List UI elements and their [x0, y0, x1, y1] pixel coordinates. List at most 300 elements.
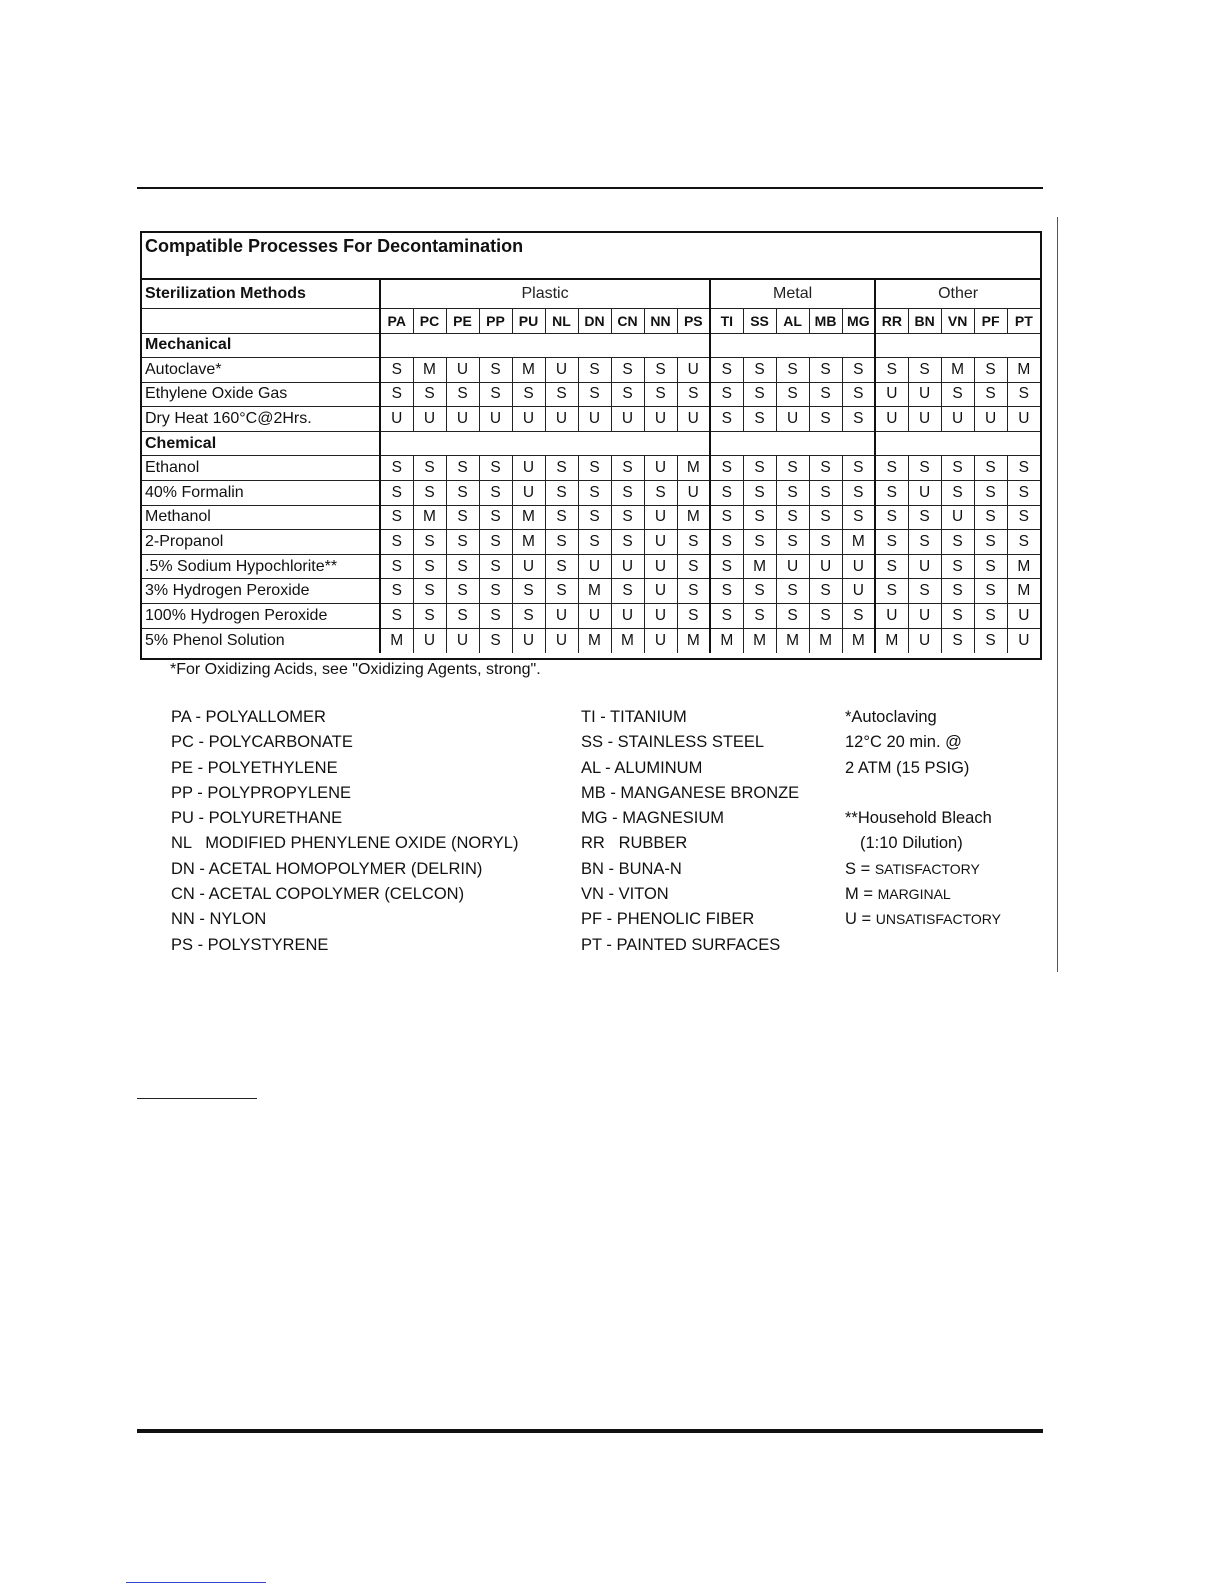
rating-cell: S — [578, 358, 611, 383]
rating-cell: U — [1007, 604, 1040, 629]
rating-cell: S — [875, 456, 908, 481]
rating-cell: S — [380, 530, 413, 555]
rating-cell: M — [1007, 554, 1040, 579]
rating-cell: S — [611, 481, 644, 506]
section-header-mechanical: Mechanical — [142, 333, 380, 358]
rating-cell: S — [809, 579, 842, 604]
autoclaving-note-line2: 2 ATM (15 PSIG) — [845, 758, 970, 777]
rating-cell: S — [380, 358, 413, 383]
rating-cell: M — [512, 505, 545, 530]
rating-cell: U — [941, 407, 974, 432]
plastic-legend-item: NL MODIFIED PHENYLENE OXIDE (NORYL) — [171, 834, 519, 853]
rating-cell: S — [710, 505, 743, 530]
rating-cell: S — [842, 358, 875, 383]
group-header-other: Other — [875, 280, 1040, 308]
metal-other-legend-item: PT - PAINTED SURFACES — [581, 935, 781, 954]
rating-cell: M — [1007, 358, 1040, 383]
rating-cell: U — [908, 407, 941, 432]
rating-cell: S — [380, 505, 413, 530]
rating-cell: U — [413, 407, 446, 432]
rating-cell: S — [545, 530, 578, 555]
footer-link-underline — [126, 1582, 266, 1583]
rating-cell: S — [1007, 481, 1040, 506]
rating-cell: S — [479, 628, 512, 653]
rating-cell: S — [710, 579, 743, 604]
rating-cell: S — [710, 407, 743, 432]
table-row — [142, 407, 1040, 432]
rating-cell: S — [644, 382, 677, 407]
table-row — [142, 628, 1040, 653]
rating-cell: S — [875, 358, 908, 383]
rating-cell: U — [512, 628, 545, 653]
row-label: Dry Heat 160°C@2Hrs. — [142, 407, 380, 432]
rating-cell: S — [776, 604, 809, 629]
rating-cell: S — [380, 481, 413, 506]
rating-cell: U — [875, 407, 908, 432]
column-header-mg: MG — [842, 308, 875, 333]
rating-cell: S — [479, 456, 512, 481]
row-label: 100% Hydrogen Peroxide — [142, 604, 380, 629]
rating-cell: S — [545, 456, 578, 481]
rating-cell: M — [677, 456, 710, 481]
bleach-note-line: (1:10 Dilution) — [860, 834, 963, 853]
rating-cell: S — [578, 481, 611, 506]
column-header-nl: NL — [545, 308, 578, 333]
rating-cell: S — [611, 530, 644, 555]
rating-cell: M — [512, 358, 545, 383]
table-footnote: *For Oxidizing Acids, see "Oxidizing Agents, strong". — [170, 661, 541, 678]
rating-cell: M — [512, 530, 545, 555]
row-label: .5% Sodium Hypochlorite** — [142, 554, 380, 579]
row-label: 3% Hydrogen Peroxide — [142, 579, 380, 604]
rating-cell: S — [446, 505, 479, 530]
rating-cell: U — [941, 505, 974, 530]
section-blank-cell — [710, 333, 875, 358]
rating-cell: U — [644, 628, 677, 653]
rating-cell: S — [677, 604, 710, 629]
column-header-pu: PU — [512, 308, 545, 333]
table-row — [142, 505, 1040, 530]
rating-cell: U — [644, 407, 677, 432]
column-header-pt: PT — [1007, 308, 1040, 333]
rating-cell: S — [809, 456, 842, 481]
section-header-chemical: Chemical — [142, 431, 380, 456]
rating-cell: M — [413, 505, 446, 530]
rating-cell: S — [743, 456, 776, 481]
rating-cell: U — [446, 358, 479, 383]
rating-cell: M — [809, 628, 842, 653]
rating-cell: S — [446, 382, 479, 407]
rating-cell: S — [644, 358, 677, 383]
rating-cell: S — [974, 579, 1007, 604]
rating-cell: S — [743, 407, 776, 432]
rating-cell: S — [611, 358, 644, 383]
metal-other-legend-item: MB - MANGANESE BRONZE — [581, 783, 800, 802]
rating-cell: U — [413, 628, 446, 653]
rating-cell: S — [710, 456, 743, 481]
table-title-row — [142, 233, 1040, 280]
table-title: Compatible Processes For Decontamination — [145, 236, 524, 256]
rating-cell: S — [776, 358, 809, 383]
table-row — [142, 358, 1040, 383]
rating-cell: S — [413, 382, 446, 407]
rating-cell: U — [578, 407, 611, 432]
rating-cell: S — [974, 604, 1007, 629]
plastic-legend-item: PC - POLYCARBONATE — [171, 733, 353, 752]
rating-cell: S — [1007, 530, 1040, 555]
rating-cell: U — [908, 628, 941, 653]
rating-cell: S — [974, 554, 1007, 579]
section-blank-cell — [380, 333, 710, 358]
rating-cell: U — [809, 554, 842, 579]
plastic-legend-item: CN - ACETAL COPOLYMER (CELCON) — [171, 885, 465, 904]
rating-cell: S — [743, 382, 776, 407]
plastic-legend-item: NN - NYLON — [171, 910, 267, 929]
row-label: 5% Phenol Solution — [142, 628, 380, 653]
column-header-bn: BN — [908, 308, 941, 333]
rating-cell: S — [908, 579, 941, 604]
rating-cell: S — [941, 579, 974, 604]
key-unsatisfactory: U = UNSATISFACTORY — [845, 910, 1001, 929]
rating-cell: S — [446, 604, 479, 629]
rating-cell: U — [545, 604, 578, 629]
plastic-legend-item: PU - POLYURETHANE — [171, 809, 343, 828]
rating-cell: U — [908, 604, 941, 629]
row-label: 40% Formalin — [142, 481, 380, 506]
rating-cell: S — [743, 579, 776, 604]
rating-cell: U — [578, 554, 611, 579]
section-blank-cell — [875, 431, 1040, 456]
rating-cell: U — [644, 530, 677, 555]
rating-cell: S — [545, 505, 578, 530]
rating-cell: S — [611, 382, 644, 407]
rating-cell: S — [974, 505, 1007, 530]
metal-other-legend-item: SS - STAINLESS STEEL — [581, 733, 765, 752]
rating-cell: S — [710, 604, 743, 629]
rating-cell: S — [479, 530, 512, 555]
bottom-rule — [137, 1429, 1043, 1433]
bleach-note-title: **Household Bleach — [845, 809, 992, 828]
rating-cell: S — [941, 554, 974, 579]
table-row — [142, 579, 1040, 604]
rating-cell: S — [974, 358, 1007, 383]
rating-cell: S — [611, 456, 644, 481]
column-header-pc: PC — [413, 308, 446, 333]
rating-cell: M — [743, 554, 776, 579]
rating-cell: S — [512, 604, 545, 629]
rating-cell: S — [710, 382, 743, 407]
row-label: Methanol — [142, 505, 380, 530]
rating-cell: M — [842, 530, 875, 555]
rating-cell: S — [578, 382, 611, 407]
rating-cell: U — [842, 554, 875, 579]
metal-other-legend-item: AL - ALUMINUM — [581, 758, 703, 777]
rating-cell: U — [908, 481, 941, 506]
rating-cell: S — [413, 579, 446, 604]
section-blank-cell — [380, 431, 710, 456]
rating-cell: U — [611, 554, 644, 579]
rating-cell: U — [908, 382, 941, 407]
rating-cell: U — [776, 554, 809, 579]
methods-header: Sterilization Methods — [142, 280, 380, 308]
rating-cell: S — [545, 382, 578, 407]
rating-cell: S — [809, 481, 842, 506]
notes-legend — [845, 705, 1001, 933]
rating-cell: M — [941, 358, 974, 383]
plastic-legend-item: PP - POLYPROPYLENE — [171, 783, 352, 802]
rating-cell: S — [743, 358, 776, 383]
autoclaving-note-title: *Autoclaving — [845, 708, 937, 726]
rating-cell: S — [479, 358, 512, 383]
rating-cell: U — [479, 407, 512, 432]
rating-cell: S — [1007, 505, 1040, 530]
rating-cell: S — [677, 382, 710, 407]
section-blank-cell — [875, 333, 1040, 358]
rating-cell: U — [1007, 628, 1040, 653]
rating-cell: S — [776, 505, 809, 530]
rating-cell: S — [974, 530, 1007, 555]
rating-cell: U — [644, 456, 677, 481]
plastics-legend — [171, 705, 518, 958]
table-row — [142, 530, 1040, 555]
row-label: Autoclave* — [142, 358, 380, 383]
rating-cell: M — [842, 628, 875, 653]
rating-cell: S — [743, 604, 776, 629]
rating-cell: S — [446, 554, 479, 579]
rating-cell: S — [479, 554, 512, 579]
rating-cell: S — [908, 530, 941, 555]
column-header-nn: NN — [644, 308, 677, 333]
rating-cell: S — [710, 358, 743, 383]
row-label: 2-Propanol — [142, 530, 380, 555]
group-header-plastic: Plastic — [380, 280, 710, 308]
rating-cell: S — [380, 579, 413, 604]
column-header-dn: DN — [578, 308, 611, 333]
table-row — [142, 481, 1040, 506]
rating-cell: S — [875, 530, 908, 555]
rating-cell: S — [974, 382, 1007, 407]
column-header-ps: PS — [677, 308, 710, 333]
rating-cell: S — [578, 456, 611, 481]
rating-cell: U — [512, 554, 545, 579]
table-row — [142, 382, 1040, 407]
key-marginal: M = MARGINAL — [845, 885, 951, 904]
rating-cell: S — [941, 456, 974, 481]
rating-cell: S — [677, 579, 710, 604]
rating-cell: U — [512, 407, 545, 432]
table-row — [142, 604, 1040, 629]
rating-cell: S — [743, 530, 776, 555]
plastic-legend-item: PS - POLYSTYRENE — [171, 935, 329, 954]
rating-cell: S — [578, 505, 611, 530]
metal-other-legend-item: VN - VITON — [581, 885, 669, 904]
rating-cell: S — [446, 456, 479, 481]
rating-cell: U — [512, 456, 545, 481]
rating-cell: S — [776, 530, 809, 555]
group-header-metal: Metal — [710, 280, 875, 308]
metals-other-legend — [581, 705, 799, 958]
rating-cell: S — [842, 505, 875, 530]
row-label: Ethanol — [142, 456, 380, 481]
rating-cell: S — [479, 579, 512, 604]
rating-cell: S — [677, 530, 710, 555]
rating-cell: U — [644, 505, 677, 530]
rating-cell: S — [974, 628, 1007, 653]
rating-cell: S — [875, 505, 908, 530]
column-header-rr: RR — [875, 308, 908, 333]
column-header-ti: TI — [710, 308, 743, 333]
rating-cell: S — [809, 604, 842, 629]
rating-cell: S — [809, 505, 842, 530]
top-rule — [137, 187, 1043, 189]
column-header-ss: SS — [743, 308, 776, 333]
rating-cell: S — [941, 628, 974, 653]
metal-other-legend-item: PF - PHENOLIC FIBER — [581, 910, 755, 929]
rating-cell: S — [776, 456, 809, 481]
rating-cell: S — [512, 579, 545, 604]
rating-cell: M — [677, 505, 710, 530]
rating-cell: S — [1007, 382, 1040, 407]
rating-cell: S — [578, 530, 611, 555]
rating-cell: S — [380, 604, 413, 629]
rating-cell: M — [710, 628, 743, 653]
metal-other-legend-item: BN - BUNA-N — [581, 859, 682, 878]
abbreviation-row-blank — [142, 308, 380, 333]
rating-cell: U — [545, 407, 578, 432]
rating-cell: S — [941, 382, 974, 407]
column-header-pa: PA — [380, 308, 413, 333]
rating-cell: S — [941, 530, 974, 555]
column-header-al: AL — [776, 308, 809, 333]
rating-cell: S — [809, 358, 842, 383]
row-label: Ethylene Oxide Gas — [142, 382, 380, 407]
rating-cell: U — [644, 579, 677, 604]
column-header-pp: PP — [479, 308, 512, 333]
rating-cell: U — [776, 407, 809, 432]
compatibility-table — [140, 231, 1042, 660]
rating-cell: M — [413, 358, 446, 383]
rating-cell: M — [611, 628, 644, 653]
rating-cell: U — [611, 407, 644, 432]
rating-cell: S — [941, 604, 974, 629]
rating-cell: S — [479, 382, 512, 407]
rating-cell: S — [380, 456, 413, 481]
section-blank-cell — [710, 431, 875, 456]
column-header-pe: PE — [446, 308, 479, 333]
rating-cell: S — [380, 382, 413, 407]
rating-cell: S — [809, 407, 842, 432]
rating-cell: S — [545, 481, 578, 506]
rating-cell: S — [413, 604, 446, 629]
rating-cell: S — [446, 530, 479, 555]
rating-cell: S — [908, 358, 941, 383]
rating-cell: U — [578, 604, 611, 629]
rating-cell: S — [710, 554, 743, 579]
rating-cell: M — [875, 628, 908, 653]
rating-cell: S — [413, 456, 446, 481]
rating-cell: U — [875, 382, 908, 407]
metal-other-legend-item: RR RUBBER — [581, 834, 688, 853]
rating-cell: S — [380, 554, 413, 579]
rating-cell: M — [578, 628, 611, 653]
rating-cell: S — [446, 481, 479, 506]
rating-cell: S — [842, 481, 875, 506]
table-row — [142, 554, 1040, 579]
rating-cell: U — [380, 407, 413, 432]
rating-cell: U — [446, 407, 479, 432]
rating-cell: S — [512, 382, 545, 407]
rating-cell: S — [611, 505, 644, 530]
plastic-legend-item: DN - ACETAL HOMOPOLYMER (DELRIN) — [171, 859, 483, 878]
rating-cell: S — [413, 481, 446, 506]
rating-cell: U — [446, 628, 479, 653]
compatibility-grid — [142, 280, 1040, 653]
plastic-legend-item: PE - POLYETHYLENE — [171, 758, 338, 777]
rating-cell: S — [776, 481, 809, 506]
rating-cell: U — [677, 407, 710, 432]
rating-cell: S — [809, 530, 842, 555]
rating-cell: S — [743, 505, 776, 530]
rating-cell: S — [908, 505, 941, 530]
rating-cell: U — [974, 407, 1007, 432]
footnote-separator — [137, 1098, 257, 1099]
column-header-cn: CN — [611, 308, 644, 333]
rating-cell: S — [479, 604, 512, 629]
column-header-mb: MB — [809, 308, 842, 333]
rating-cell: M — [743, 628, 776, 653]
rating-cell: U — [545, 358, 578, 383]
rating-cell: S — [776, 382, 809, 407]
rating-cell: S — [842, 382, 875, 407]
rating-cell: U — [677, 481, 710, 506]
rating-cell: U — [644, 554, 677, 579]
rating-cell: U — [611, 604, 644, 629]
rating-cell: M — [578, 579, 611, 604]
rating-cell: S — [875, 579, 908, 604]
metal-other-legend-item: MG - MAGNESIUM — [581, 809, 724, 828]
rating-cell: S — [677, 554, 710, 579]
rating-cell: S — [545, 579, 578, 604]
plastic-legend-item: PA - POLYALLOMER — [171, 708, 326, 726]
rating-cell: U — [512, 481, 545, 506]
rating-cell: S — [743, 481, 776, 506]
change-bar — [1057, 217, 1058, 972]
rating-cell: U — [644, 604, 677, 629]
rating-cell: S — [710, 481, 743, 506]
rating-cell: S — [875, 481, 908, 506]
rating-cell: U — [1007, 407, 1040, 432]
rating-cell: S — [974, 456, 1007, 481]
rating-cell: M — [677, 628, 710, 653]
rating-cell: U — [545, 628, 578, 653]
rating-cell: U — [842, 579, 875, 604]
rating-cell: S — [413, 554, 446, 579]
rating-cell: S — [842, 456, 875, 481]
autoclaving-note-line1: 12°C 20 min. @ — [845, 733, 962, 752]
rating-cell: S — [941, 481, 974, 506]
rating-cell: M — [776, 628, 809, 653]
rating-cell: M — [1007, 579, 1040, 604]
rating-cell: S — [842, 604, 875, 629]
metal-other-legend-item: TI - TITANIUM — [581, 708, 687, 726]
rating-cell: S — [479, 505, 512, 530]
rating-cell: S — [974, 481, 1007, 506]
rating-cell: S — [413, 530, 446, 555]
rating-cell: S — [545, 554, 578, 579]
rating-cell: M — [380, 628, 413, 653]
rating-cell: S — [809, 382, 842, 407]
rating-cell: S — [842, 407, 875, 432]
